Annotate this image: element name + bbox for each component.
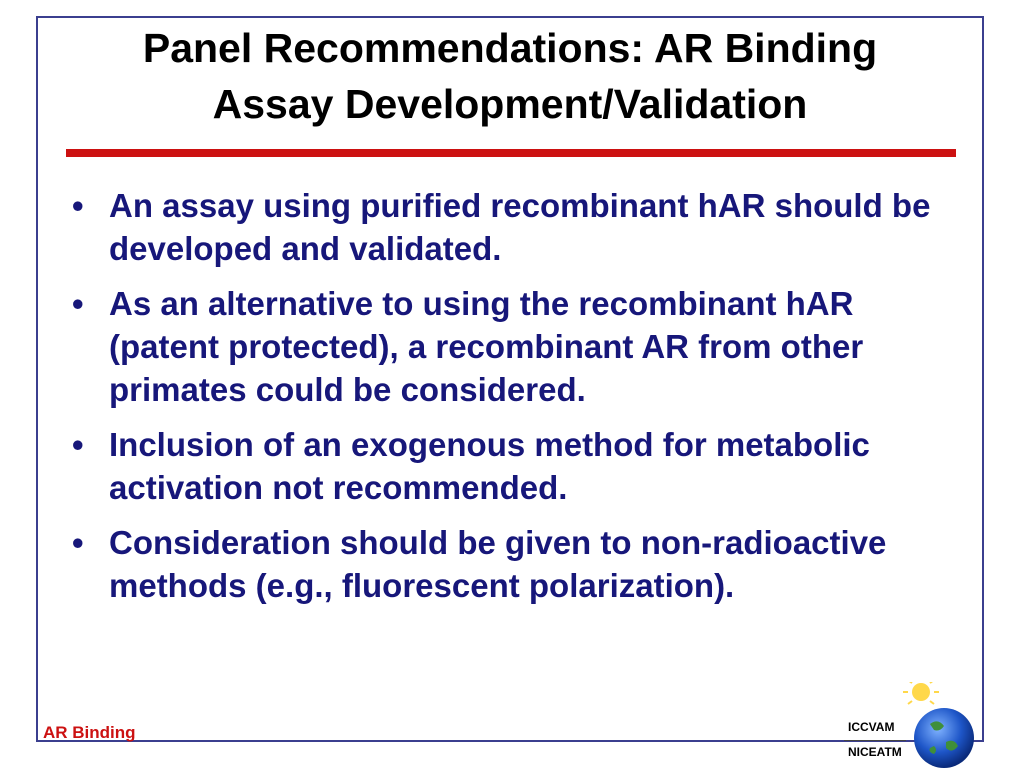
bullet-list [72,184,952,619]
bullet-text: An assay using purified recombinant hAR should be developed and validated. [109,187,931,267]
logo-divider [844,740,906,741]
iccvam-logo [838,682,978,768]
title-divider [66,149,956,157]
bullet-item [72,282,869,411]
sun-icon [912,683,930,701]
bullet-marker: • [72,285,84,322]
bullet-marker: • [72,524,84,561]
logo-bottom-text: NICEATM [848,745,902,759]
bullet-marker: • [72,426,84,463]
globe-icon [914,708,974,768]
title-line-2: Assay Development/Validation [212,81,808,127]
bullet-text: As an alternative to using the recombinant hAR (patent protected), a recombinant AR from other primates could be considered. [109,285,864,408]
title-line-1: Panel Recommendations: AR Binding [142,25,878,71]
bullet-marker: • [72,187,84,224]
bullet-item [72,521,899,607]
slide-title [40,20,980,132]
bullet-item [72,423,909,509]
bullet-text: Inclusion of an exogenous method for metabolic activation not recommended. [109,426,870,506]
logo-top-text: ICCVAM [848,720,895,734]
bullet-text: Consideration should be given to non-radioactive methods (e.g., fluorescent polarization). [109,524,887,604]
bullet-item [72,184,952,270]
footer-label: AR Binding [43,723,136,742]
